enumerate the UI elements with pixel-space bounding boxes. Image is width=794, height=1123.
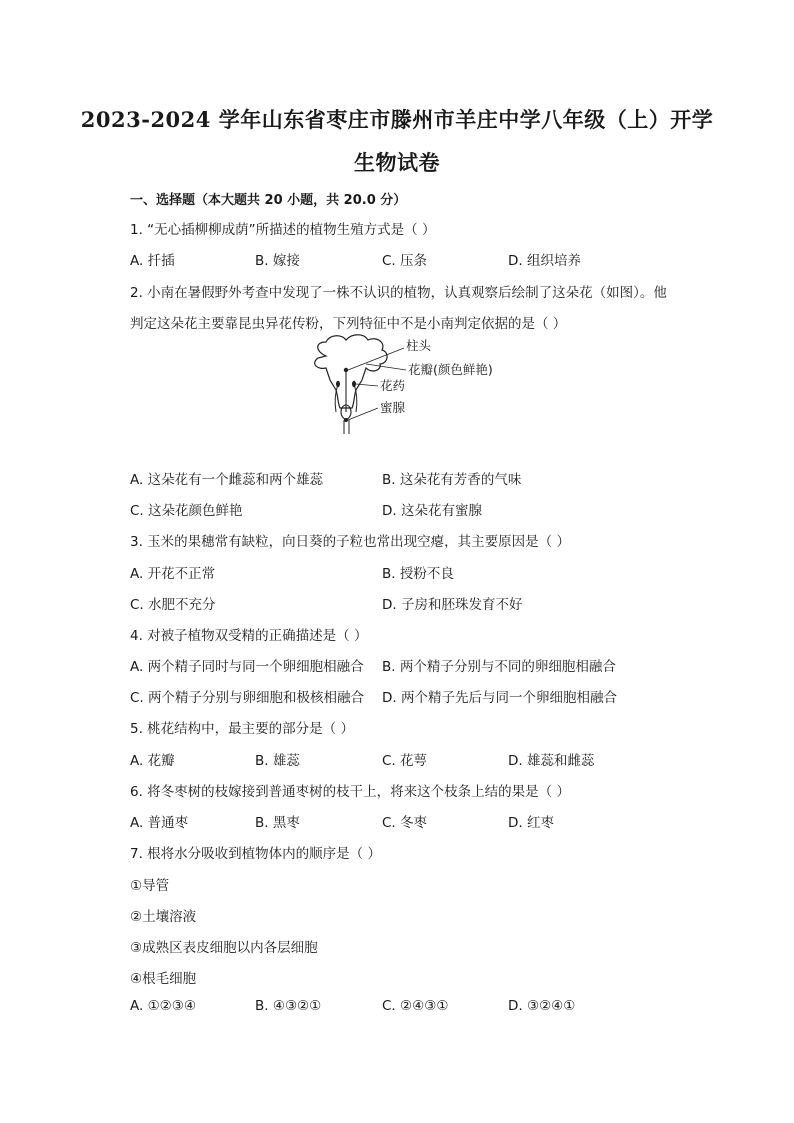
question-2-stem-line2: 判定这朵花主要靠昆虫异花传粉，下列特征中不是小南判定依据的是（ ） [130,316,567,332]
q1-option-d: D. 组织培养 [508,253,581,269]
petal-outline [315,335,387,408]
question-1-stem: 1. “无心插柳柳成荫”所描述的植物生殖方式是（ ） [130,222,436,238]
anther-right [352,381,356,387]
nectary-dot [344,418,348,422]
exam-title-line2: 生物试卷 [354,150,440,175]
q4-option-a: A. 两个精子同时与同一个卵细胞相融合 [130,659,364,675]
question-2-stem-line1: 2. 小南在暑假野外考查中发现了一株不认识的植物，认真观察后绘制了这朵花（如图）。他 [130,285,667,301]
question-5-stem: 5. 桃花结构中，最主要的部分是（ ） [130,721,354,737]
q5-option-d: D. 雄蕊和雌蕊 [508,753,595,769]
q7-item-4: ④根毛细胞 [130,971,197,987]
q7-item-1: ①导管 [130,878,170,894]
q6-option-a: A. 普通枣 [130,815,189,831]
label-petal: 花瓣(颜色鲜艳) [408,362,493,377]
q2-option-c: C. 这朵花颜色鲜艳 [130,503,243,519]
q1-option-c: C. 压条 [382,253,428,269]
q7-option-d: D. ③②④① [508,998,576,1014]
question-3-stem: 3. 玉米的果穗常有缺粒，向日葵的子粒也常出现空瘪，其主要原因是（ ） [130,534,570,550]
q5-option-b: B. 雄蕊 [255,753,300,769]
section-heading: 一、选择题（本大题共 20 小题，共 20.0 分） [130,193,407,208]
q3-option-a: A. 开花不正常 [130,566,216,582]
q7-option-b: B. ④③②① [255,998,322,1014]
q7-option-a: A. ①②③④ [130,998,196,1014]
q2-option-b: B. 这朵花有芳香的气味 [382,472,522,488]
q3-option-d: D. 子房和胚珠发育不好 [382,597,523,613]
q7-item-2: ②土壤溶液 [130,909,197,925]
q5-option-c: C. 花萼 [382,753,428,769]
q5-option-a: A. 花瓣 [130,753,175,769]
question-7-stem: 7. 根将水分吸收到植物体内的顺序是（ ） [130,846,381,862]
q4-option-d: D. 两个精子先后与同一个卵细胞相融合 [382,690,617,706]
q2-option-d: D. 这朵花有蜜腺 [382,503,482,519]
q3-option-c: C. 水肥不充分 [130,597,216,613]
label-anther: 花药 [380,378,406,393]
q4-option-b: B. 两个精子分别与不同的卵细胞相融合 [382,659,616,675]
question-4-stem: 4. 对被子植物双受精的正确描述是（ ） [130,628,368,644]
stigma-dot [344,368,348,372]
q1-option-a: A. 扦插 [130,253,175,269]
q2-option-a: A. 这朵花有一个雌蕊和两个雄蕊 [130,472,324,488]
q7-option-c: C. ②④③① [382,998,449,1014]
anther-left [336,381,340,387]
label-stigma: 柱头 [406,338,432,353]
label-nectary: 蜜腺 [380,400,406,415]
q4-option-c: C. 两个精子分别与卵细胞和极核相融合 [130,690,365,706]
q6-option-d: D. 红枣 [508,815,554,831]
exam-title-line1: 2023-2024 学年山东省枣庄市滕州市羊庄中学八年级（上）开学 [80,107,714,132]
q6-option-c: C. 冬枣 [382,815,428,831]
q6-option-b: B. 黑枣 [255,815,300,831]
q3-option-b: B. 授粉不良 [382,566,454,582]
leader-petal [366,364,406,370]
leader-nectary [348,408,378,420]
leader-stigma [348,348,404,370]
q7-item-3: ③成熟区表皮细胞以内各层细胞 [130,940,318,956]
question-6-stem: 6. 将冬枣树的枝嫁接到普通枣树的枝干上，将来这个枝条上结的果是（ ） [130,784,570,800]
flower-diagram [296,334,536,434]
q1-option-b: B. 嫁接 [255,253,300,269]
